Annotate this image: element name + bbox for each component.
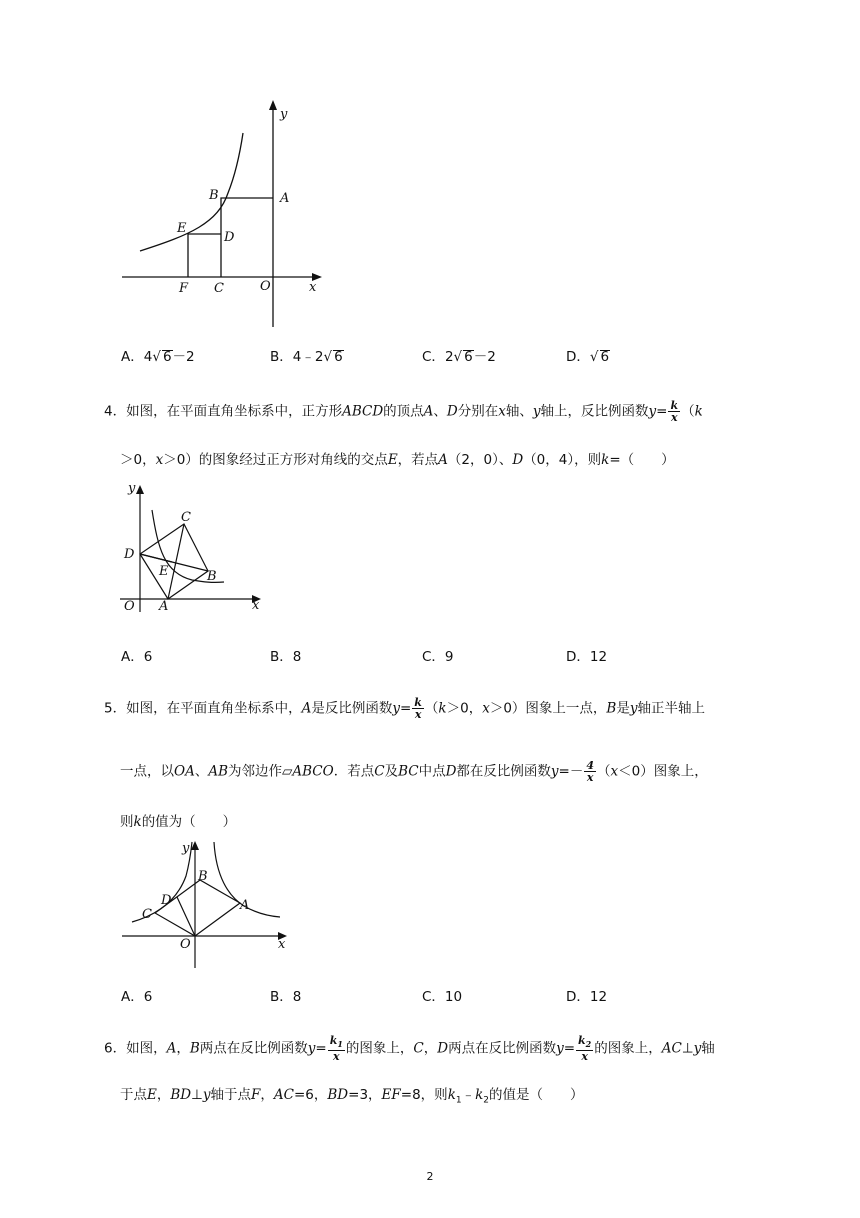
q5-label-y: y — [182, 841, 190, 856]
q3-label-B: B — [209, 188, 219, 203]
page-number: 2 — [426, 1170, 434, 1183]
q4-option-d[interactable]: D．12 — [566, 649, 608, 665]
q4-option-b[interactable]: B．8 — [270, 649, 302, 665]
q3-label-A: A — [280, 191, 290, 206]
q5-figure — [118, 836, 293, 971]
q5-stem-line2: 一点，以OA、AB为邻边作▱ABCO．若点C及BC中点D都在反比例函数y=－ $\frac{4}{x}$ （x＜0）图象上， — [120, 759, 708, 784]
q4-option-a[interactable]: A．6 — [121, 649, 153, 665]
q3-option-c[interactable]: C．2√ 6－2 — [422, 349, 496, 365]
q4-label-A: A — [159, 599, 169, 614]
q4-label-D: D — [124, 547, 135, 562]
q5-label-A: A — [240, 898, 250, 913]
q3-label-F: F — [179, 281, 189, 296]
q5-fraction-1: $\frac{k}{x}$ — [414, 696, 422, 721]
q3-label-D: D — [224, 230, 235, 245]
q4-label-E: E — [159, 564, 169, 579]
q3-label-E: E — [177, 221, 187, 236]
q4-label-x: x — [252, 598, 260, 613]
q5-option-a[interactable]: A．6 — [121, 989, 153, 1005]
q3-label-C: C — [214, 281, 224, 296]
q3-label-O: O — [260, 279, 271, 294]
q3-label-x: x — [309, 280, 317, 295]
q3-label-y: y — [280, 107, 288, 122]
q5-option-d[interactable]: D．12 — [566, 989, 608, 1005]
q4-stem-line2: ＞0，x＞0）的图象经过正方形对角线的交点E，若点A（2，0）、D（0，4），则k=（ ） — [120, 452, 675, 468]
q4-label-O: O — [124, 599, 135, 614]
q6-stem-line2: 于点E，BD⊥y轴于点F，AC=6，BD=3，EF=8，则$k_1﹣k_2$的值是（ ） — [120, 1087, 584, 1106]
q3-option-a[interactable]: A．4√ 6－2 — [121, 349, 195, 365]
q5-label-B: B — [198, 869, 208, 884]
q3-option-d[interactable]: D．√ 6 — [566, 349, 610, 365]
q4-stem-line1: 4．如图，在平面直角坐标系中，正方形ABCD的顶点A、D分别在x轴、y轴上，反比例函数y= $\frac{k}{x}$ （k — [104, 399, 703, 424]
q6-fraction-2: $\frac{k_2}{x}$ — [578, 1034, 592, 1064]
q5-fraction-2: $\frac{4}{x}$ — [586, 759, 595, 784]
q6-fraction-1: $\frac{k_1}{x}$ — [329, 1034, 343, 1064]
q5-label-C: C — [142, 907, 152, 922]
q3-figure — [110, 95, 330, 335]
q4-label-y: y — [128, 481, 136, 496]
q5-option-b[interactable]: B．8 — [270, 989, 302, 1005]
q4-label-B: B — [207, 569, 217, 584]
q5-label-x: x — [278, 937, 286, 952]
q5-label-O: O — [180, 937, 191, 952]
q5-stem-line1: 5．如图，在平面直角坐标系中，A是反比例函数y= $\frac{k}{x}$ （k＞0，x＞0）图象上一点，B是y轴正半轴上 — [104, 696, 705, 721]
q4-label-C: C — [181, 510, 191, 525]
q5-label-D: D — [161, 893, 172, 908]
q5-option-c[interactable]: C．10 — [422, 989, 463, 1005]
q4-fraction: $\frac{k}{x}$ — [670, 399, 679, 424]
q4-figure — [112, 478, 272, 618]
q6-stem-line1: 6．如图，A，B两点在反比例函数y= $\frac{k_1}{x}$ 的图象上，C，D两点在反比例函数y= $\frac{k_2}{x}$ 的图象上，AC⊥y轴 — [104, 1034, 715, 1064]
q4-option-c[interactable]: C．9 — [422, 649, 454, 665]
q5-stem-line3: 则k的值为（ ） — [120, 814, 237, 830]
q3-option-b[interactable]: B．4﹣2√ 6 — [270, 349, 343, 365]
